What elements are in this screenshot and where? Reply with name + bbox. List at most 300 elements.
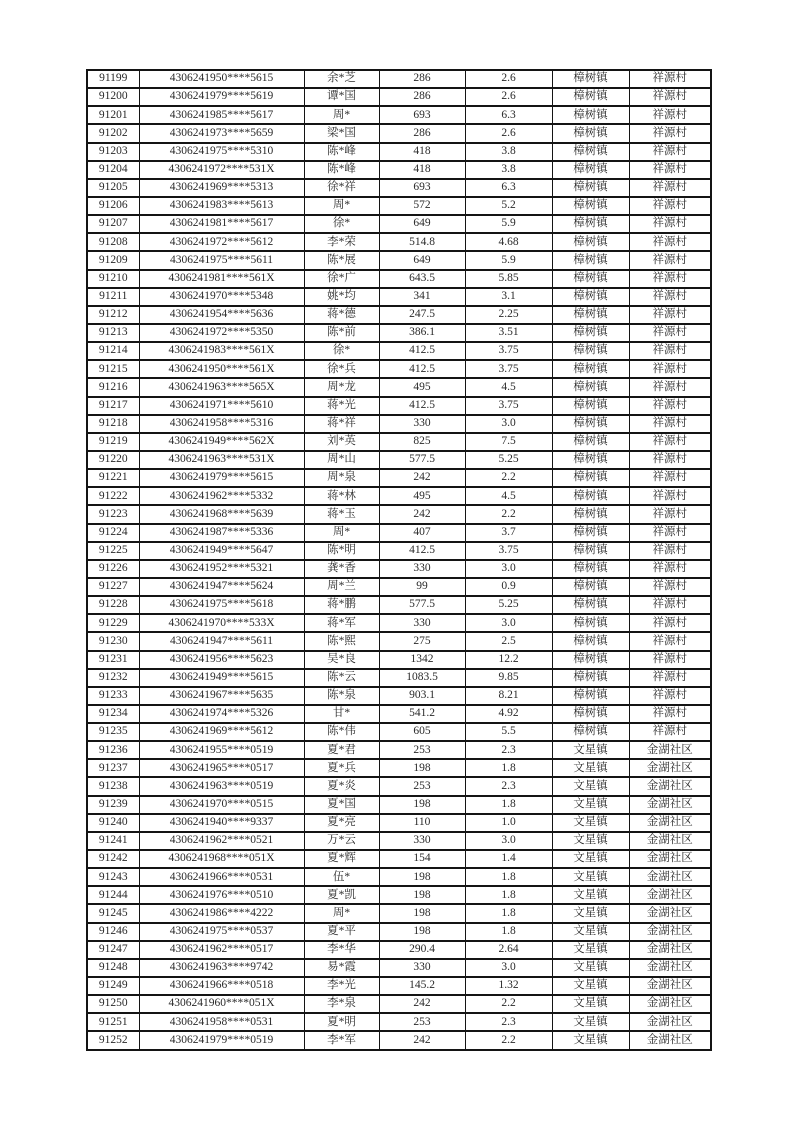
cell-town: 樟树镇 bbox=[552, 397, 629, 415]
cell-village: 祥源村 bbox=[629, 360, 711, 378]
cell-id-number: 4306241947****5624 bbox=[139, 578, 304, 596]
cell-town: 樟树镇 bbox=[552, 70, 629, 88]
cell-village: 祥源村 bbox=[629, 378, 711, 396]
cell-id-number: 4306241979****0519 bbox=[139, 1031, 304, 1049]
cell-id-number: 4306241963****565X bbox=[139, 378, 304, 396]
cell-village: 金湖社区 bbox=[629, 759, 711, 777]
cell-amount: 412.5 bbox=[379, 342, 465, 360]
cell-village: 祥源村 bbox=[629, 143, 711, 161]
cell-amount: 110 bbox=[379, 814, 465, 832]
cell-village: 祥源村 bbox=[629, 723, 711, 741]
cell-id-number: 4306241968****051X bbox=[139, 850, 304, 868]
cell-name: 陈*伟 bbox=[304, 723, 379, 741]
table-row bbox=[87, 433, 711, 451]
cell-id-number: 4306241966****0531 bbox=[139, 868, 304, 886]
cell-id-number: 4306241975****5618 bbox=[139, 596, 304, 614]
table-row bbox=[87, 759, 711, 777]
cell-rate: 3.75 bbox=[465, 360, 552, 378]
cell-rate: 1.8 bbox=[465, 759, 552, 777]
cell-name: 蒋*鹏 bbox=[304, 596, 379, 614]
cell-name: 周* bbox=[304, 106, 379, 124]
cell-amount: 242 bbox=[379, 1031, 465, 1049]
cell-id-number: 4306241952****5321 bbox=[139, 560, 304, 578]
cell-id-number: 4306241972****5612 bbox=[139, 233, 304, 251]
table-row bbox=[87, 143, 711, 161]
cell-amount: 154 bbox=[379, 850, 465, 868]
table-row bbox=[87, 378, 711, 396]
cell-village: 祥源村 bbox=[629, 288, 711, 306]
cell-town: 文星镇 bbox=[552, 904, 629, 922]
cell-index: 91233 bbox=[87, 687, 139, 705]
cell-town: 樟树镇 bbox=[552, 106, 629, 124]
cell-amount: 253 bbox=[379, 777, 465, 795]
cell-id-number: 4306241940****9337 bbox=[139, 814, 304, 832]
cell-town: 樟树镇 bbox=[552, 251, 629, 269]
cell-name: 梁*国 bbox=[304, 124, 379, 142]
cell-rate: 2.25 bbox=[465, 306, 552, 324]
cell-village: 祥源村 bbox=[629, 542, 711, 560]
cell-rate: 3.8 bbox=[465, 161, 552, 179]
cell-town: 樟树镇 bbox=[552, 524, 629, 542]
cell-rate: 5.25 bbox=[465, 596, 552, 614]
cell-index: 91231 bbox=[87, 651, 139, 669]
cell-index: 91242 bbox=[87, 850, 139, 868]
cell-amount: 418 bbox=[379, 143, 465, 161]
cell-index: 91232 bbox=[87, 669, 139, 687]
cell-name: 徐*兵 bbox=[304, 360, 379, 378]
cell-id-number: 4306241981****5617 bbox=[139, 215, 304, 233]
cell-name: 李*华 bbox=[304, 941, 379, 959]
cell-town: 樟树镇 bbox=[552, 651, 629, 669]
cell-village: 祥源村 bbox=[629, 596, 711, 614]
cell-town: 樟树镇 bbox=[552, 632, 629, 650]
cell-name: 陈*明 bbox=[304, 542, 379, 560]
cell-town: 樟树镇 bbox=[552, 451, 629, 469]
cell-id-number: 4306241979****5619 bbox=[139, 88, 304, 106]
cell-village: 祥源村 bbox=[629, 632, 711, 650]
cell-village: 祥源村 bbox=[629, 106, 711, 124]
cell-village: 祥源村 bbox=[629, 251, 711, 269]
cell-id-number: 4306241962****0521 bbox=[139, 832, 304, 850]
cell-name: 陈*峰 bbox=[304, 143, 379, 161]
cell-id-number: 4306241983****561X bbox=[139, 342, 304, 360]
cell-rate: 4.5 bbox=[465, 378, 552, 396]
cell-rate: 2.2 bbox=[465, 995, 552, 1013]
table-row bbox=[87, 941, 711, 959]
cell-town: 樟树镇 bbox=[552, 505, 629, 523]
cell-rate: 3.7 bbox=[465, 524, 552, 542]
cell-name: 谭*国 bbox=[304, 88, 379, 106]
cell-id-number: 4306241983****5613 bbox=[139, 197, 304, 215]
cell-rate: 9.85 bbox=[465, 669, 552, 687]
cell-village: 祥源村 bbox=[629, 179, 711, 197]
table-row bbox=[87, 88, 711, 106]
cell-name: 徐* bbox=[304, 342, 379, 360]
cell-rate: 3.51 bbox=[465, 324, 552, 342]
cell-index: 91230 bbox=[87, 632, 139, 650]
cell-village: 祥源村 bbox=[629, 651, 711, 669]
cell-name: 陈*前 bbox=[304, 324, 379, 342]
cell-id-number: 4306241971****5610 bbox=[139, 397, 304, 415]
cell-town: 文星镇 bbox=[552, 796, 629, 814]
cell-index: 91224 bbox=[87, 524, 139, 542]
cell-amount: 693 bbox=[379, 106, 465, 124]
cell-rate: 3.0 bbox=[465, 614, 552, 632]
cell-amount: 605 bbox=[379, 723, 465, 741]
cell-index: 91236 bbox=[87, 741, 139, 759]
cell-name: 夏*辉 bbox=[304, 850, 379, 868]
cell-rate: 0.9 bbox=[465, 578, 552, 596]
cell-rate: 4.92 bbox=[465, 705, 552, 723]
cell-town: 樟树镇 bbox=[552, 415, 629, 433]
table-row bbox=[87, 886, 711, 904]
cell-rate: 3.0 bbox=[465, 560, 552, 578]
cell-amount: 198 bbox=[379, 886, 465, 904]
cell-amount: 330 bbox=[379, 959, 465, 977]
cell-id-number: 4306241969****5313 bbox=[139, 179, 304, 197]
cell-rate: 4.5 bbox=[465, 487, 552, 505]
table-row bbox=[87, 215, 711, 233]
cell-town: 文星镇 bbox=[552, 850, 629, 868]
cell-id-number: 4306241958****0531 bbox=[139, 1013, 304, 1031]
cell-amount: 198 bbox=[379, 923, 465, 941]
cell-town: 文星镇 bbox=[552, 832, 629, 850]
cell-town: 樟树镇 bbox=[552, 143, 629, 161]
cell-village: 祥源村 bbox=[629, 161, 711, 179]
cell-town: 文星镇 bbox=[552, 886, 629, 904]
cell-amount: 198 bbox=[379, 759, 465, 777]
cell-id-number: 4306241967****5635 bbox=[139, 687, 304, 705]
cell-index: 91223 bbox=[87, 505, 139, 523]
cell-town: 樟树镇 bbox=[552, 197, 629, 215]
cell-index: 91229 bbox=[87, 614, 139, 632]
table-row bbox=[87, 959, 711, 977]
cell-rate: 2.2 bbox=[465, 1031, 552, 1049]
cell-index: 91252 bbox=[87, 1031, 139, 1049]
cell-amount: 495 bbox=[379, 487, 465, 505]
cell-rate: 5.25 bbox=[465, 451, 552, 469]
table-row bbox=[87, 832, 711, 850]
cell-town: 文星镇 bbox=[552, 868, 629, 886]
cell-name: 周*兰 bbox=[304, 578, 379, 596]
cell-town: 樟树镇 bbox=[552, 542, 629, 560]
cell-village: 祥源村 bbox=[629, 324, 711, 342]
cell-id-number: 4306241955****0519 bbox=[139, 741, 304, 759]
cell-village: 金湖社区 bbox=[629, 832, 711, 850]
cell-amount: 572 bbox=[379, 197, 465, 215]
cell-village: 金湖社区 bbox=[629, 796, 711, 814]
cell-amount: 290.4 bbox=[379, 941, 465, 959]
table-row bbox=[87, 723, 711, 741]
cell-name: 周*山 bbox=[304, 451, 379, 469]
cell-town: 文星镇 bbox=[552, 995, 629, 1013]
cell-town: 文星镇 bbox=[552, 977, 629, 995]
table-row bbox=[87, 415, 711, 433]
cell-id-number: 4306241949****5647 bbox=[139, 542, 304, 560]
cell-town: 樟树镇 bbox=[552, 124, 629, 142]
cell-index: 91214 bbox=[87, 342, 139, 360]
cell-village: 金湖社区 bbox=[629, 941, 711, 959]
cell-id-number: 4306241986****4222 bbox=[139, 904, 304, 922]
cell-town: 樟树镇 bbox=[552, 596, 629, 614]
table-row bbox=[87, 251, 711, 269]
table-row bbox=[87, 306, 711, 324]
cell-index: 91250 bbox=[87, 995, 139, 1013]
cell-name: 徐* bbox=[304, 215, 379, 233]
table-row bbox=[87, 741, 711, 759]
table-row bbox=[87, 270, 711, 288]
table-row bbox=[87, 1031, 711, 1049]
cell-village: 祥源村 bbox=[629, 306, 711, 324]
cell-index: 91208 bbox=[87, 233, 139, 251]
cell-id-number: 4306241981****561X bbox=[139, 270, 304, 288]
cell-town: 樟树镇 bbox=[552, 578, 629, 596]
cell-village: 祥源村 bbox=[629, 415, 711, 433]
cell-village: 祥源村 bbox=[629, 524, 711, 542]
cell-name: 夏*君 bbox=[304, 741, 379, 759]
table-row bbox=[87, 487, 711, 505]
cell-name: 夏*明 bbox=[304, 1013, 379, 1031]
cell-amount: 825 bbox=[379, 433, 465, 451]
cell-id-number: 4306241962****5332 bbox=[139, 487, 304, 505]
cell-name: 徐*祥 bbox=[304, 179, 379, 197]
cell-index: 91228 bbox=[87, 596, 139, 614]
cell-id-number: 4306241947****5611 bbox=[139, 632, 304, 650]
cell-index: 91202 bbox=[87, 124, 139, 142]
cell-rate: 2.6 bbox=[465, 88, 552, 106]
cell-rate: 7.5 bbox=[465, 433, 552, 451]
cell-village: 祥源村 bbox=[629, 433, 711, 451]
cell-village: 金湖社区 bbox=[629, 995, 711, 1013]
cell-index: 91209 bbox=[87, 251, 139, 269]
cell-name: 吴*良 bbox=[304, 651, 379, 669]
cell-town: 樟树镇 bbox=[552, 469, 629, 487]
cell-name: 易*霞 bbox=[304, 959, 379, 977]
cell-amount: 643.5 bbox=[379, 270, 465, 288]
table-row bbox=[87, 632, 711, 650]
cell-name: 龚*香 bbox=[304, 560, 379, 578]
cell-id-number: 4306241975****5611 bbox=[139, 251, 304, 269]
cell-name: 周* bbox=[304, 524, 379, 542]
cell-index: 91201 bbox=[87, 106, 139, 124]
cell-town: 樟树镇 bbox=[552, 88, 629, 106]
cell-village: 祥源村 bbox=[629, 233, 711, 251]
cell-rate: 2.3 bbox=[465, 777, 552, 795]
cell-index: 91248 bbox=[87, 959, 139, 977]
cell-id-number: 4306241950****561X bbox=[139, 360, 304, 378]
table-row bbox=[87, 578, 711, 596]
cell-village: 祥源村 bbox=[629, 614, 711, 632]
cell-index: 91235 bbox=[87, 723, 139, 741]
cell-amount: 286 bbox=[379, 88, 465, 106]
cell-name: 周* bbox=[304, 197, 379, 215]
cell-name: 夏*亮 bbox=[304, 814, 379, 832]
cell-amount: 407 bbox=[379, 524, 465, 542]
cell-id-number: 4306241960****051X bbox=[139, 995, 304, 1013]
table-row bbox=[87, 777, 711, 795]
cell-amount: 541.2 bbox=[379, 705, 465, 723]
table-row bbox=[87, 342, 711, 360]
cell-id-number: 4306241973****5659 bbox=[139, 124, 304, 142]
cell-amount: 412.5 bbox=[379, 542, 465, 560]
cell-index: 91222 bbox=[87, 487, 139, 505]
cell-village: 金湖社区 bbox=[629, 868, 711, 886]
cell-name: 陈*峰 bbox=[304, 161, 379, 179]
cell-amount: 1342 bbox=[379, 651, 465, 669]
cell-index: 91217 bbox=[87, 397, 139, 415]
cell-rate: 8.21 bbox=[465, 687, 552, 705]
cell-rate: 1.4 bbox=[465, 850, 552, 868]
cell-amount: 242 bbox=[379, 995, 465, 1013]
cell-village: 祥源村 bbox=[629, 70, 711, 88]
cell-name: 姚*均 bbox=[304, 288, 379, 306]
cell-village: 金湖社区 bbox=[629, 923, 711, 941]
table-row bbox=[87, 596, 711, 614]
cell-index: 91246 bbox=[87, 923, 139, 941]
cell-town: 樟树镇 bbox=[552, 560, 629, 578]
cell-amount: 577.5 bbox=[379, 596, 465, 614]
cell-rate: 1.8 bbox=[465, 796, 552, 814]
cell-index: 91213 bbox=[87, 324, 139, 342]
cell-rate: 1.32 bbox=[465, 977, 552, 995]
cell-village: 祥源村 bbox=[629, 560, 711, 578]
cell-index: 91234 bbox=[87, 705, 139, 723]
cell-village: 金湖社区 bbox=[629, 814, 711, 832]
cell-town: 樟树镇 bbox=[552, 233, 629, 251]
cell-town: 文星镇 bbox=[552, 1013, 629, 1031]
table-row bbox=[87, 705, 711, 723]
table-row bbox=[87, 868, 711, 886]
cell-name: 夏*平 bbox=[304, 923, 379, 941]
cell-town: 樟树镇 bbox=[552, 215, 629, 233]
cell-amount: 514.8 bbox=[379, 233, 465, 251]
cell-village: 金湖社区 bbox=[629, 1013, 711, 1031]
cell-town: 文星镇 bbox=[552, 814, 629, 832]
cell-amount: 286 bbox=[379, 70, 465, 88]
cell-name: 李*军 bbox=[304, 1031, 379, 1049]
cell-village: 祥源村 bbox=[629, 505, 711, 523]
cell-name: 余*芝 bbox=[304, 70, 379, 88]
cell-index: 91210 bbox=[87, 270, 139, 288]
cell-amount: 275 bbox=[379, 632, 465, 650]
cell-id-number: 4306241970****533X bbox=[139, 614, 304, 632]
cell-index: 91220 bbox=[87, 451, 139, 469]
cell-amount: 247.5 bbox=[379, 306, 465, 324]
cell-village: 祥源村 bbox=[629, 687, 711, 705]
cell-name: 蒋*玉 bbox=[304, 505, 379, 523]
cell-index: 91205 bbox=[87, 179, 139, 197]
table-row bbox=[87, 124, 711, 142]
cell-name: 周* bbox=[304, 904, 379, 922]
cell-index: 91218 bbox=[87, 415, 139, 433]
cell-index: 91206 bbox=[87, 197, 139, 215]
cell-amount: 330 bbox=[379, 614, 465, 632]
cell-index: 91200 bbox=[87, 88, 139, 106]
cell-id-number: 4306241962****0517 bbox=[139, 941, 304, 959]
cell-name: 周*泉 bbox=[304, 469, 379, 487]
table-row bbox=[87, 669, 711, 687]
cell-name: 蒋*光 bbox=[304, 397, 379, 415]
cell-village: 祥源村 bbox=[629, 487, 711, 505]
cell-rate: 1.0 bbox=[465, 814, 552, 832]
cell-id-number: 4306241975****5310 bbox=[139, 143, 304, 161]
cell-amount: 1083.5 bbox=[379, 669, 465, 687]
table-row bbox=[87, 923, 711, 941]
cell-town: 樟树镇 bbox=[552, 288, 629, 306]
cell-id-number: 4306241970****5348 bbox=[139, 288, 304, 306]
cell-name: 陈*展 bbox=[304, 251, 379, 269]
cell-town: 樟树镇 bbox=[552, 161, 629, 179]
table-row bbox=[87, 995, 711, 1013]
cell-index: 91249 bbox=[87, 977, 139, 995]
cell-village: 祥源村 bbox=[629, 88, 711, 106]
cell-rate: 3.0 bbox=[465, 415, 552, 433]
table-row bbox=[87, 651, 711, 669]
cell-town: 文星镇 bbox=[552, 959, 629, 977]
cell-town: 樟树镇 bbox=[552, 669, 629, 687]
cell-rate: 3.8 bbox=[465, 143, 552, 161]
table-row bbox=[87, 524, 711, 542]
cell-rate: 4.68 bbox=[465, 233, 552, 251]
cell-name: 刘*英 bbox=[304, 433, 379, 451]
cell-name: 蒋*祥 bbox=[304, 415, 379, 433]
cell-rate: 3.75 bbox=[465, 342, 552, 360]
cell-index: 91227 bbox=[87, 578, 139, 596]
cell-town: 樟树镇 bbox=[552, 342, 629, 360]
table-row bbox=[87, 360, 711, 378]
cell-town: 樟树镇 bbox=[552, 614, 629, 632]
cell-id-number: 4306241975****0537 bbox=[139, 923, 304, 941]
cell-village: 金湖社区 bbox=[629, 886, 711, 904]
cell-town: 文星镇 bbox=[552, 941, 629, 959]
cell-index: 91203 bbox=[87, 143, 139, 161]
cell-rate: 5.85 bbox=[465, 270, 552, 288]
table-row bbox=[87, 850, 711, 868]
cell-rate: 1.8 bbox=[465, 923, 552, 941]
cell-rate: 3.75 bbox=[465, 397, 552, 415]
cell-name: 蒋*德 bbox=[304, 306, 379, 324]
cell-index: 91243 bbox=[87, 868, 139, 886]
cell-rate: 2.2 bbox=[465, 505, 552, 523]
table-body bbox=[87, 70, 711, 1050]
cell-index: 91244 bbox=[87, 886, 139, 904]
table-row bbox=[87, 904, 711, 922]
cell-town: 樟树镇 bbox=[552, 378, 629, 396]
cell-town: 樟树镇 bbox=[552, 270, 629, 288]
cell-village: 祥源村 bbox=[629, 451, 711, 469]
cell-name: 伍* bbox=[304, 868, 379, 886]
cell-amount: 242 bbox=[379, 469, 465, 487]
cell-village: 祥源村 bbox=[629, 397, 711, 415]
cell-name: 陈*泉 bbox=[304, 687, 379, 705]
cell-town: 樟树镇 bbox=[552, 306, 629, 324]
cell-id-number: 4306241968****5639 bbox=[139, 505, 304, 523]
cell-amount: 198 bbox=[379, 868, 465, 886]
cell-index: 91219 bbox=[87, 433, 139, 451]
cell-rate: 3.75 bbox=[465, 542, 552, 560]
cell-amount: 242 bbox=[379, 505, 465, 523]
table-row bbox=[87, 233, 711, 251]
cell-rate: 5.9 bbox=[465, 215, 552, 233]
cell-village: 金湖社区 bbox=[629, 850, 711, 868]
cell-amount: 286 bbox=[379, 124, 465, 142]
cell-rate: 2.2 bbox=[465, 469, 552, 487]
cell-amount: 253 bbox=[379, 741, 465, 759]
table-row bbox=[87, 560, 711, 578]
cell-name: 夏*凯 bbox=[304, 886, 379, 904]
cell-town: 文星镇 bbox=[552, 741, 629, 759]
cell-index: 91251 bbox=[87, 1013, 139, 1031]
